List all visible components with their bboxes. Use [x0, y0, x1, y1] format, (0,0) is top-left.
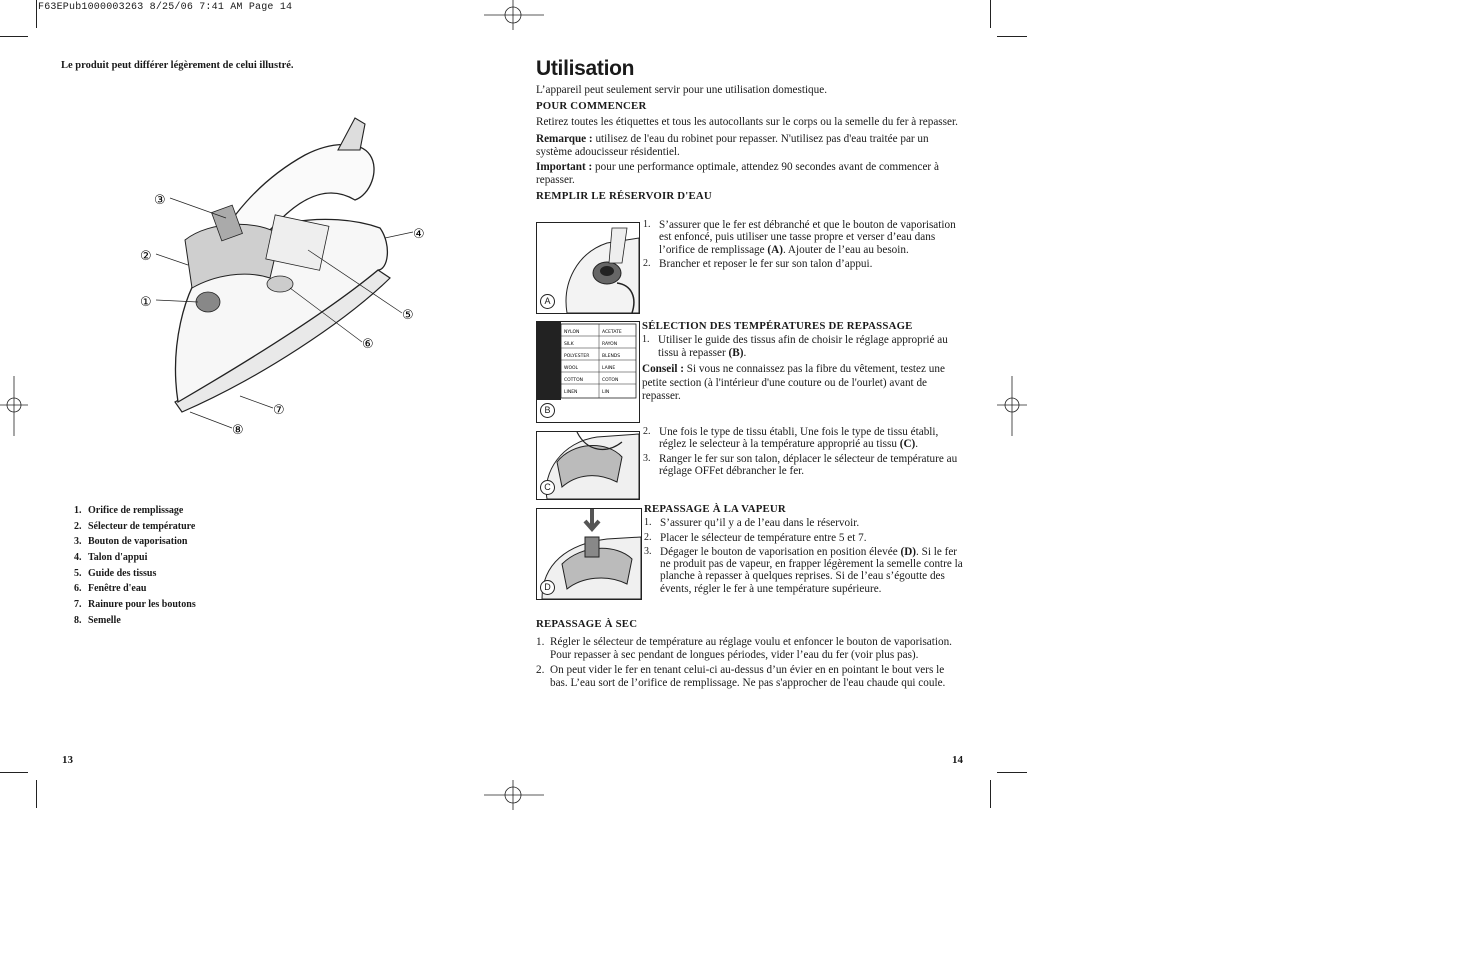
heading-fill: REMPLIR LE RÉSERVOIR D'EAU [536, 189, 712, 202]
figure-b [536, 321, 640, 423]
intro-text: L’appareil peut seulement servir pour une utilisation domestique. [536, 84, 828, 96]
temperature-section [642, 320, 964, 361]
list-item: 2. Brancher et reposer le fer sur son talon d’appui. [643, 257, 873, 270]
callout-number: ③ [154, 193, 166, 208]
usage-section [536, 57, 966, 204]
figure-label: A [540, 294, 555, 309]
crop-mark [0, 36, 28, 37]
list-item: 5. Guide des tissus [74, 567, 157, 579]
list-item: 3. Dégager le bouton de vaporisation en position élevée (D). Si le fer ne produit pas de vapeur, en frapper légèrement la semelle contre la planche à repasser à quelques reprises. Si de l’eau s’égoutte des évents, régler le fer à une température supérieure. [644, 545, 963, 595]
fabric-guide-cell: RAYON [602, 342, 618, 347]
page-number-left: 13 [62, 754, 73, 766]
callout-number: ⑤ [402, 308, 414, 323]
parts-list [74, 503, 196, 629]
fabric-guide-cell: COTTON [564, 378, 584, 383]
tip-text: Conseil : Si vous ne connaissez pas la fibre du vêtement, testez une petite section (à l'intérieur d'une couture ou de l'ourlet) avant de repasser. [642, 363, 945, 402]
callout-number: ⑦ [273, 403, 285, 418]
callout-number: ⑥ [362, 337, 374, 352]
list-item: 1. S’assurer que le fer est débranché et que le bouton de vaporisation est enfoncé, puis utiliser une tasse propre et verser d’eau dans l’orifice de remplissage (A). Ajouter de l’eau au besoin. [643, 219, 956, 256]
iron-illustration [130, 110, 440, 440]
heading-dry: REPASSAGE À SEC [536, 618, 638, 630]
list-item: 2. Sélecteur de température [74, 520, 196, 532]
list-item: 3. Bouton de vaporisation [74, 536, 188, 548]
list-item: 2. Une fois le type de tissu établi, Une fois le type de tissu établi, réglez le selecteur à la température approprié au tissu (C). [643, 426, 939, 451]
fill-steps [643, 219, 965, 272]
important-text: Important : pour une performance optimale, attendez 90 secondes avant de commencer à repasser. [536, 161, 939, 186]
list-item: 1. S’assurer qu’il y a de l’eau dans le réservoir. [644, 517, 860, 530]
temperature-steps-2 [643, 426, 965, 479]
fabric-guide-cell: SILK [564, 342, 574, 347]
crop-mark [990, 0, 991, 28]
registration-mark [484, 0, 544, 30]
heading-steam: REPASSAGE À LA VAPEUR [644, 503, 786, 515]
list-item: 2. On peut vider le fer en tenant celui-ci au-dessus d’un évier en en pointant le bout vers le bas. L’eau sort de l’orifice de remplissage. Ne pas s'approcher de l'eau chaude qui coule. [536, 664, 946, 689]
callout-number: ⑧ [232, 423, 244, 438]
fabric-guide-cell: LINEN [564, 390, 578, 395]
fabric-guide-cell: ACETATE [602, 330, 622, 335]
fabric-guide-cell: NYLON [564, 330, 580, 335]
list-item: 1. Utiliser le guide des tissus afin de choisir le réglage approprié au tissu à repasser (B). [642, 334, 948, 359]
crop-mark [997, 36, 1027, 37]
crop-mark [0, 772, 28, 773]
list-item: 8. Semelle [74, 614, 121, 626]
steam-section [644, 503, 966, 597]
illustration-caption: Le produit peut différer légèrement de celui illustré. [61, 60, 294, 71]
crop-mark [36, 0, 37, 28]
callout-number: ④ [413, 227, 425, 242]
list-item: 2. Placer le sélecteur de température entre 5 et 7. [644, 531, 867, 544]
callout-number: ② [140, 249, 152, 264]
list-item: 1. Orifice de remplissage [74, 505, 184, 516]
registration-mark [0, 376, 28, 436]
list-item: 1. Régler le sélecteur de température au réglage voulu et enfoncer le bouton de vaporisation. Pour repasser à sec pendant de longues périodes, vider l’eau du fer (voir plus pas). [536, 636, 952, 661]
fabric-guide-cell: BLENDS [602, 354, 621, 359]
fabric-guide-cell: LIN [602, 390, 610, 395]
fabric-guide-cell: COTON [602, 378, 619, 383]
fabric-guide-cell: POLYESTER [564, 354, 590, 359]
crop-mark [990, 780, 991, 808]
page-title: Utilisation [536, 57, 635, 80]
fabric-guide-cell: WOOL [564, 366, 579, 371]
figure-label: D [540, 580, 555, 595]
fabric-guide-cell: LAINE [602, 366, 616, 371]
figure-c [536, 431, 640, 500]
list-item: 3. Ranger le fer sur son talon, déplacer le sélecteur de température au réglage OFFet débrancher le fer. [643, 452, 958, 477]
figure-label: B [540, 403, 555, 418]
remark-text: Remarque : utilisez de l'eau du robinet pour repasser. N'utilisez pas d'eau traitée par un système adoucisseur résidentiel. [536, 133, 929, 158]
figure-d [536, 508, 642, 600]
list-item: 7. Rainure pour les boutons [74, 599, 196, 611]
dry-section [536, 618, 964, 692]
registration-mark [997, 376, 1027, 436]
list-item: 6. Fenêtre d'eau [74, 583, 147, 595]
callout-number: ① [140, 295, 152, 310]
list-item: 4. Talon d'appui [74, 552, 148, 564]
figure-a [536, 222, 640, 314]
page-number-right: 14 [952, 754, 963, 766]
print-slug: F63EPub1000003263 8/25/06 7:41 AM Page 14 [38, 2, 293, 13]
start-text: Retirez toutes les étiquettes et tous les autocollants sur le corps ou la semelle du fer à repasser. [536, 116, 958, 129]
heading-temperature: SÉLECTION DES TEMPÉRATURES DE REPASSAGE [642, 320, 913, 332]
figure-label: C [540, 480, 555, 495]
crop-mark [36, 780, 37, 808]
registration-mark [484, 780, 544, 810]
crop-mark [997, 772, 1027, 773]
heading-start: POUR COMMENCER [536, 99, 647, 112]
